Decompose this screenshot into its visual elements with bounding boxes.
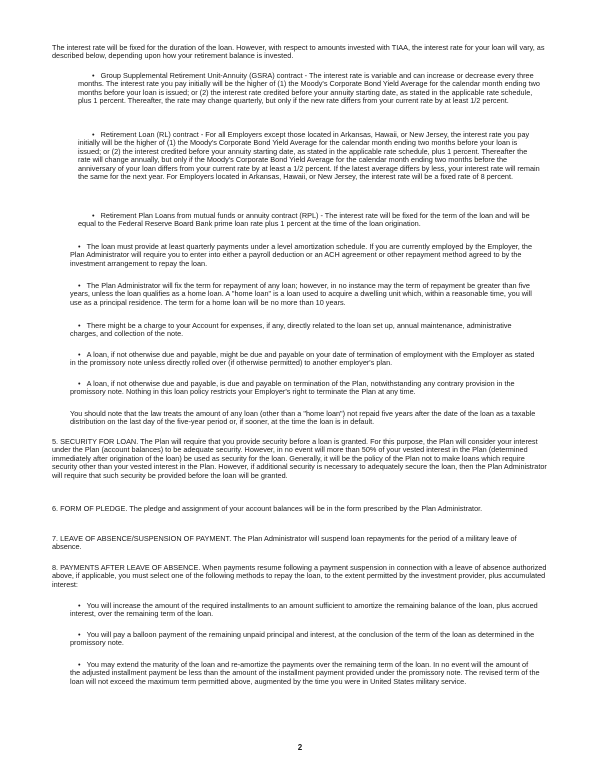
increase-installments-bullet: • You will increase the amount of the required installments to an amount sufficient to amortize the remaining balance of the loan, plus accrued interest, over the remaining term of the loan. [70,601,538,619]
bullet-dot: • [78,242,81,251]
page-number: 2 [297,743,303,752]
home-loan-note: You should note that the law treats the amount of any loan (other than a "home loan") not repaid five years after the date of the loan as a taxable distribution on the last day of the five-year period or, if sooner, at the time the loan is in default. [70,409,536,427]
quarterly-payments-bullet: • The loan must provide at least quarterly payments under a level amortization schedule. If you are currently employed by the Employer, the Plan Administrator will require you to enter into either a payroll deduction or an ACH agreement or other repayment method agreed to by the investment arrangement to repay the loan. [70,242,532,268]
bullet-dot: • [78,601,81,610]
section-8-payments: 8. PAYMENTS AFTER LEAVE OF ABSENCE. When payments resume following a payment suspension in connection with a leave of absence authorized above, if applicable, you must select one of the following methods to repay the loan, to the extent permitted by the investment provider, plus accumulated interest: [52,563,547,589]
balloon-payment-bullet: • You will pay a balloon payment of the remaining unpaid principal and interest, at the conclusion of the term of the loan as determined in the promissory note. [70,630,535,648]
rpl-bullet: • Retirement Plan Loans from mutual funds or annuity contract (RPL) - The interest rate will be fixed for the term of the loan and will be equal to the Federal Reserve Board Bank prime loan rate plus 1 percent at the time of the loan origination. [78,211,530,229]
bullet-dot: • [92,71,95,80]
section-6-pledge: 6. FORM OF PLEDGE. The pledge and assignment of your account balances will be in the form prescribed by the Plan Administrator. [52,504,483,513]
bullet-dot: • [78,630,81,639]
bullet-dot: • [78,321,81,330]
termination-employment-bullet: • A loan, if not otherwise due and payable, might be due and payable on your date of termination of employment with the Employer as stated in the promissory note unless directly rolled over (if otherwise permitted) to another employer's plan. [70,350,535,368]
bullet-dot: • [78,660,81,669]
expense-charge-bullet: • There might be a charge to your Account for expenses, if any, directly related to the loan set up, annual maintenance, administrative charges, and collection of the note. [70,321,512,339]
section-7-leave: 7. LEAVE OF ABSENCE/SUSPENSION OF PAYMENT. The Plan Administrator will suspend loan repayments for the period of a military leave of absence. [52,534,517,552]
plan-termination-bullet: • A loan, if not otherwise due and payable, is due and payable on termination of the Plan, notwithstanding any contrary provision in the promissory note. Nothing in this loan policy restricts your Employer's right to terminate the Plan at any time. [70,379,515,397]
bullet-dot: • [92,130,95,139]
bullet-dot: • [78,350,81,359]
bullet-dot: • [92,211,95,220]
bullet-dot: • [78,379,81,388]
gsra-bullet: • Group Supplemental Retirement Unit-Annuity (GSRA) contract - The interest rate is variable and can increase or decrease every three months. The interest rate you pay initially will be the higher of (1) the Moody's Corporate Bond Yield Average for the calendar month ending two months before your loan is issued; or (2) the interest rate credited before your annuity starting date, as stated in the applicable rate schedule, plus 1 percent. Thereafter, the rate may change quarterly, but only if the new rate differs from your current rate by at least 1/2 percent. [78,71,540,106]
section-5-security: 5. SECURITY FOR LOAN. The Plan will require that you provide security before a loan is granted. For this purpose, the Plan will consider your interest under the Plan (account balances) to be adequate security. However, in no event will more than 50% of your vested interest in the Plan (determined immediately after origination of the loan) be used as security for the loan. Generally, it will be the policy of the Plan not to make loans which require security other than your vested interest in the Plan. However, if additional security is necessary to adequately secure the loan, then the Plan Administrator will require that such security be provided before the loan will be granted. [52,437,547,480]
repayment-term-bullet: • The Plan Administrator will fix the term for repayment of any loan; however, in no instance may the term of repayment be greater than five years, unless the loan qualifies as a home loan. A "home loan" is a loan used to acquire a dwelling unit which, within a reasonable time, you will use as a principal residence. The term for a home loan will be no more than 10 years. [70,281,532,307]
bullet-dot: • [78,281,81,290]
rl-bullet: • Retirement Loan (RL) contract - For all Employers except those located in Arkansas, Hawaii, or New Jersey, the interest rate you pay initially will be the higher of (1) the Moody's Corporate Bond Yield Average for the calendar month ending two months before your loan is issued; or (2) the interest credited before your annuity starting date, as stated in the applicable rate schedule, plus 1 percent. Thereafter the rate will change annually, but only if the Moody's Corporate Bond Yield Average for the calendar month ending two months before the anniversary of your loan differs from your current rate by at least a 1/2 percent. If the latest average differs by less, your interest rate will remain the same for the next year. For Employers located in Arkansas, Hawaii, or New Jersey, the interest rate will be a fixed rate of 8 percent. [78,130,540,182]
extend-maturity-bullet: • You may extend the maturity of the loan and re-amortize the payments over the remaining term of the loan. In no event will the amount of the adjusted installment payment be less than the amount of the installment payment provided under the promissory note. The revised term of the loan will not exceed the maximum term permitted above, augmented by the time you were in United States military service. [70,660,540,686]
intro-paragraph: The interest rate will be fixed for the duration of the loan. However, with respect to amounts invested with TIAA, the interest rate for your loan will vary, as described below, depending upon how your retirement balance is invested. [52,43,545,61]
